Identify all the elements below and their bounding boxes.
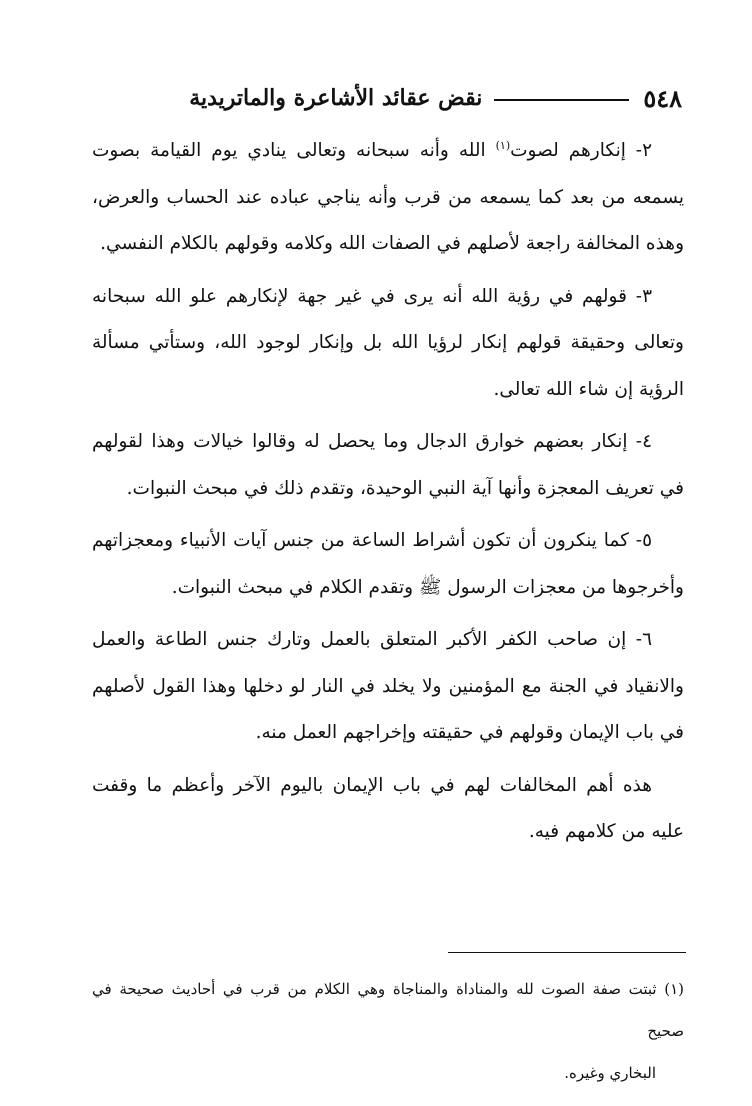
- paragraph-4: ٤- إنكار بعضهم خوارق الدجال وما يحصل له وقالوا خيالات وهذا لقولهم في تعريف المعجزة وأنها آية النبي الوحيدة، وتقدم ذلك في مبحث النبوات.: [92, 431, 684, 499]
- paragraph-2-text-before: ٢- إنكارهم لصوت: [510, 140, 652, 161]
- page-header: [92, 78, 682, 118]
- footnote-reference: (١): [495, 138, 511, 152]
- paragraph-summary: هذه أهم المخالفات لهم في باب الإيمان باليوم الآخر وأعظم ما وقفت عليه من كلامهم فيه.: [92, 774, 684, 842]
- paragraph-2: [92, 128, 684, 268]
- header-rule: [494, 99, 629, 101]
- paragraph-2-text-after: الله وأنه سبحانه وتعالى ينادي يوم القيامة بصوت يسمعه من بعد كما يسمعه من قرب وأنه يناجي عباده عند الحساب والعرض، وهذه المخالفة راجعة لأصلهم في الصفات الله وكلامه وقولهم بالكلام النفسي.: [92, 140, 684, 254]
- footnote-line-2: البخاري وغيره.: [564, 1064, 656, 1082]
- running-title: نقض عقائد الأشاعرة والماتريدية: [189, 85, 483, 111]
- paragraph-3: ٣- قولهم في رؤية الله أنه يرى في غير جهة لإنكارهم علو الله سبحانه وتعالى وحقيقة قولهم إنكار لرؤيا الله بل وإنكار لوجود الله، وستأتي مسألة الرؤية إن شاء الله تعالى.: [92, 285, 684, 400]
- footnote-separator: [448, 952, 686, 953]
- page-number: ٥٤٨: [643, 83, 682, 113]
- paragraph-6: ٦- إن صاحب الكفر الأكبر المتعلق بالعمل وتارك جنس الطاعة والعمل والانقياد في الجنة مع المؤمنين ولا يخلد في النار لو دخلها وهذا القول لأصلهم في باب الإيمان وقولهم في حقيقته وإخراجهم العمل منه.: [92, 629, 684, 743]
- main-text: [92, 128, 684, 862]
- footnote: [92, 968, 684, 1094]
- paragraph-5: ٥- كما ينكرون أن تكون أشراط الساعة من جنس آيات الأنبياء ومعجزاتهم وأخرجوها من معجزات الرسول ﷺ وتقدم الكلام في مبحث النبوات.: [92, 530, 684, 598]
- footnote-line-1: (١) ثبتت صفة الصوت لله والمناداة والمناجاة وهي الكلام من قرب في أحاديث صحيحة في صحيح: [92, 980, 684, 1040]
